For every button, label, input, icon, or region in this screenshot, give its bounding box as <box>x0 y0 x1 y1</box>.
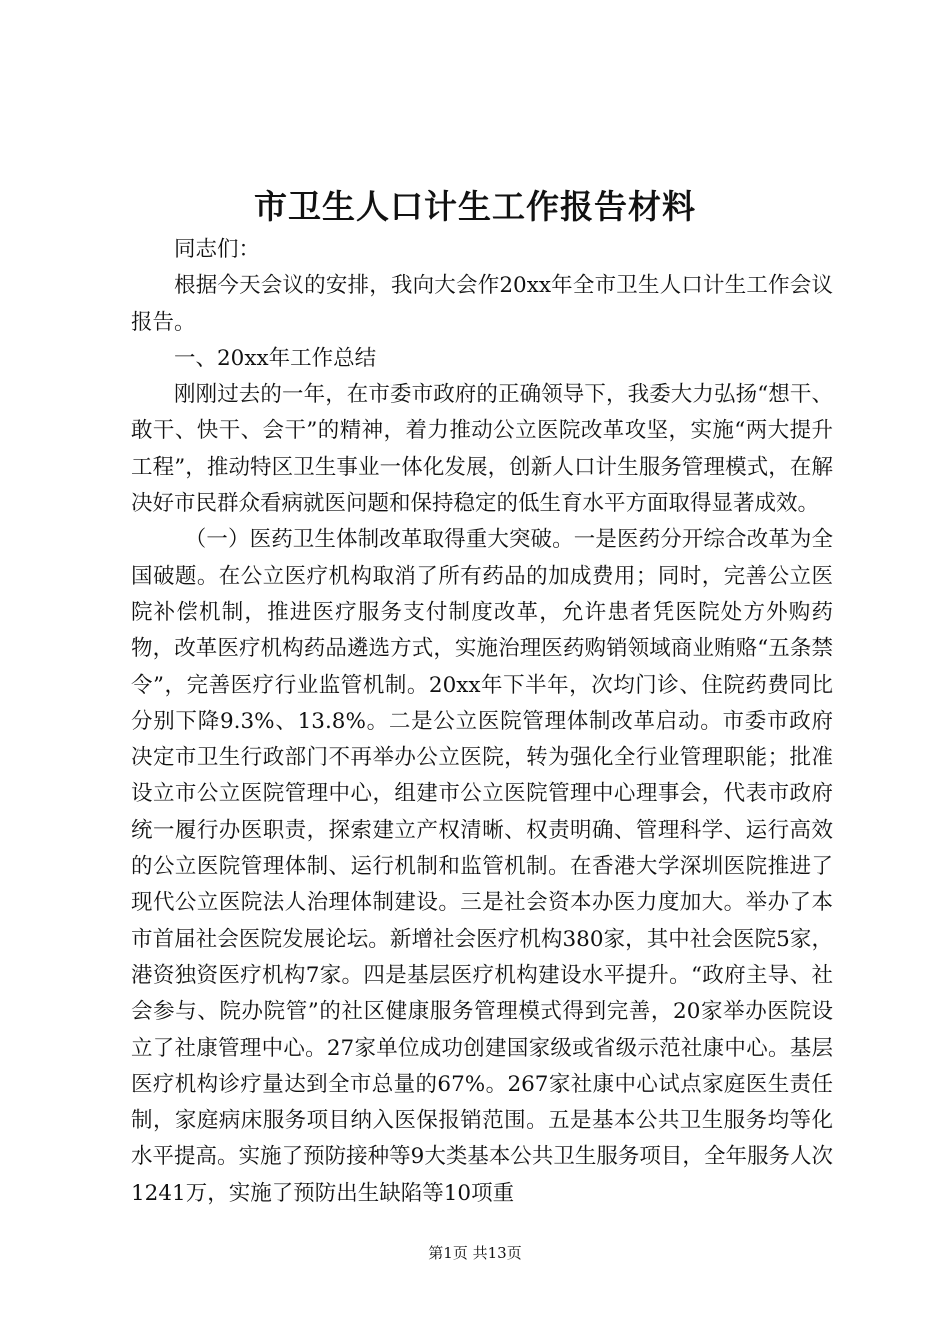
section-heading: 一、20xx年工作总结 <box>174 345 377 371</box>
page-number: 第1页 共13页 <box>428 1244 522 1262</box>
paragraph-summary: 刚刚过去的一年，在市委市政府的正确领导下，我委大力弘扬“想干、敢干、快干、会干”的精神，着力推动公立医院改革攻坚，实施“两大提升工程”，推动特区卫生事业一体化发展，创新人口计生服务管理模式，在解决好市民群众看病就医问题和保持稳定的低生育水平方面取得显著成效。 <box>131 382 833 517</box>
salutation: 同志们： <box>174 237 261 262</box>
paragraph-reform: （一）医药卫生体制改革取得重大突破。一是医药分开综合改革为全国破题。在公立医疗机构取消了所有药品的加成费用；同时，完善公立医院补偿机制，推进医疗服务支付制度改革，允许患者凭医院处方外购药物，改革医疗机构药品遴选方式，实施治理医药购销领域商业贿赂“五条禁令”，完善医疗行业监管机制。20xx年下半年，次均门诊、住院药费同比分别下降9.3%、13.8%。二是公立医院管理体制改革启动。市委市政府决定市卫生行政部门不再举办公立医院，转为强化全行业管理职能；批准设立市公立医院管理中心，组建市公立医院管理中心理事会，代表市政府统一履行办医职责，探索建立产权清晰、权责明确、管理科学、运行高效的公立医院管理体制、运行机制和监管机制。在香港大学深圳医院推进了现代公立医院法人治理体制建设。三是社会资本办医力度加大。举办了本市首届社会医院发展论坛。新增社会医疗机构380家，其中社会医院5家，港资独资医疗机构7家。四是基层医疗机构建设水平提升。“政府主导、社会参与、院办院管”的社区健康服务管理模式得到完善，20家举办医院设立了社康管理中心。27家单位成功创建国家级或省级示范社康中心。基层医疗机构诊疗量达到全市总量的67%。267家社康中心试点家庭医生责任制，家庭病床服务项目纳入医保报销范围。五是基本公共卫生服务均等化水平提高。实施了预防接种等9大类基本公共卫生服务项目，全年服务人次1241万，实施了预防出生缺陷等10项重 <box>131 527 833 1206</box>
document-body <box>131 232 833 1212</box>
paragraph-intro: 根据今天会议的安排，我向大会作20xx年全市卫生人口计生工作会议报告。 <box>131 273 833 335</box>
document-title: 市卫生人口计生工作报告材料 <box>254 187 696 226</box>
